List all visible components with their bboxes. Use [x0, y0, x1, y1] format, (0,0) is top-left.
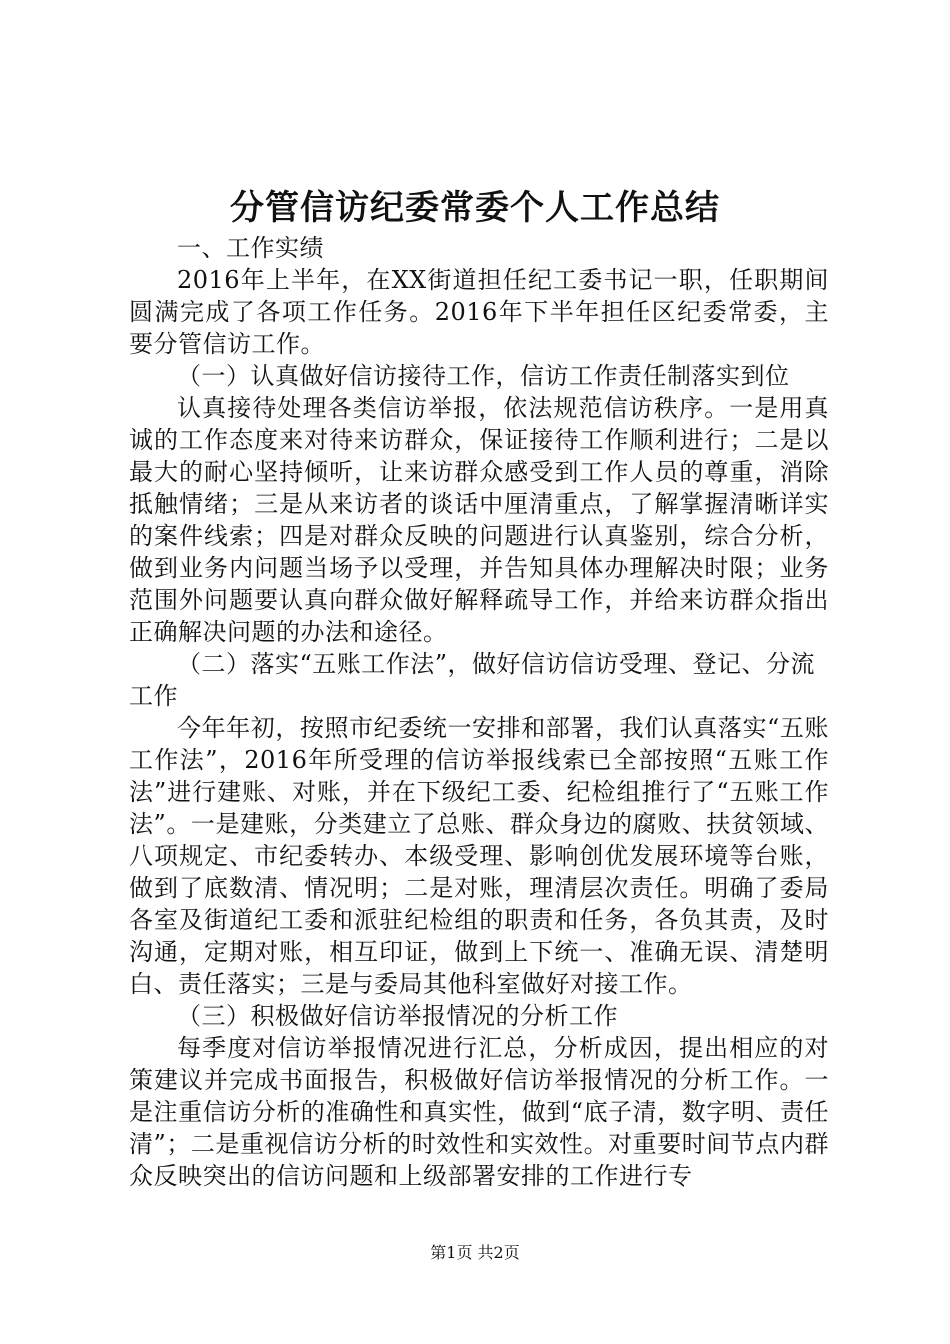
- paragraph: 认真接待处理各类信访举报，依法规范信访秩序。一是用真诚的工作态度来对待来访群众，保证接待工作顺利进行；二是以最大的耐心坚持倾听，让来访群众感受到工作人员的尊重，消除抵触情绪；三是从来访者的谈话中厘清重点，了解掌握清晰详实的案件线索；四是对群众反映的问题进行认真鉴别，综合分析，做到业务内问题当场予以受理，并告知具体办理解决时限；业务范围外问题要认真向群众做好解释疏导工作，并给来访群众指出正确解决问题的办法和途径。: [129, 394, 829, 646]
- paragraph: 2016年上半年，在XX街道担任纪工委书记一职，任职期间圆满完成了各项工作任务。2016年下半年担任区纪委常委，主要分管信访工作。: [129, 266, 829, 358]
- paragraph: 每季度对信访举报情况进行汇总，分析成因，提出相应的对策建议并完成书面报告，积极做好信访举报情况的分析工作。一是注重信访分析的准确性和真实性，做到“底子清，数字明、责任清”；二是重视信访分析的时效性和实效性。对重要时间节点内群众反映突出的信访问题和上级部署安排的工作进行专: [129, 1034, 829, 1190]
- page-number-footer: 第1页 共2页: [430, 1243, 520, 1262]
- section-heading: 一、工作实绩: [177, 234, 324, 262]
- paragraph: 今年年初，按照市纪委统一安排和部署，我们认真落实“五账工作法”，2016年所受理的信访举报线索已全部按照“五账工作法”进行建账、对账，并在下级纪工委、纪检组推行了“五账工作法”。一是建账，分类建立了总账、群众身边的腐败、扶贫领域、八项规定、市纪委转办、本级受理、影响创优发展环境等台账，做到了底数清、情况明；二是对账，理清层次责任。明确了委局各室及街道纪工委和派驻纪检组的职责和任务，各负其责，及时沟通，定期对账，相互印证，做到上下统一、准确无误、清楚明白、责任落实；三是与委局其他科室做好对接工作。: [129, 714, 829, 998]
- document-title: 分管信访纪委常委个人工作总结: [230, 188, 720, 228]
- subsection-heading: （一）认真做好信访接待工作，信访工作责任制落实到位: [177, 362, 790, 390]
- subsection-heading: （三）积极做好信访举报情况的分析工作: [177, 1002, 618, 1030]
- subsection-heading: （二）落实“五账工作法”，做好信访信访受理、登记、分流工作: [129, 650, 816, 710]
- document-body: [129, 232, 829, 1192]
